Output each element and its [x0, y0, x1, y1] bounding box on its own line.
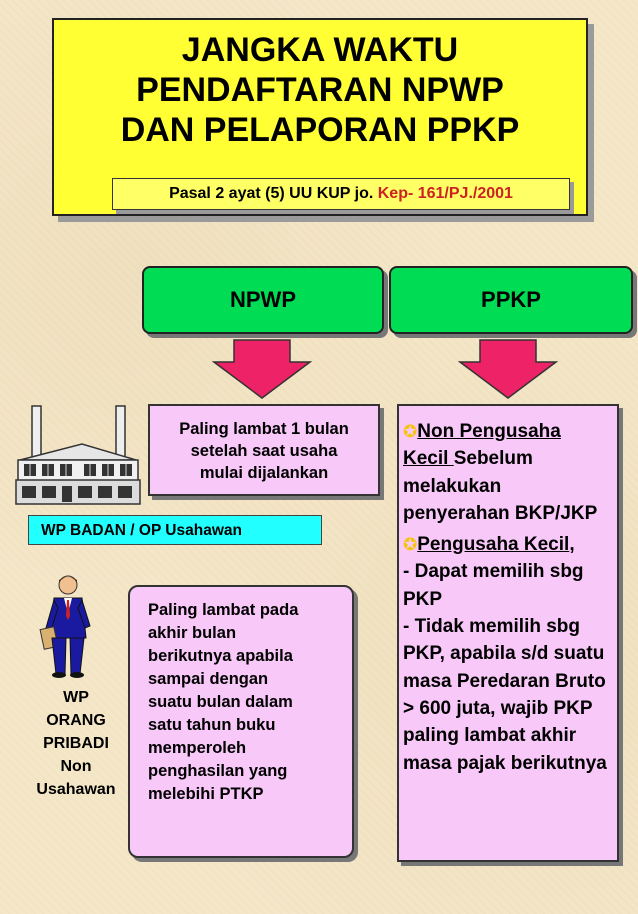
ppkp-item1-heading: Non Pengusaha Kecil [403, 421, 561, 470]
down-arrow-icon [212, 338, 312, 400]
wp-badan-label: WP BADAN / OP Usahawan [28, 515, 322, 545]
wp-orang-pribadi-label: WP ORANG PRIBADI Non Usahawan [36, 689, 116, 798]
title-panel [52, 18, 588, 216]
npwp-badan-deadline: Paling lambat 1 bulan setelah saat usaha mulai dijalankan [148, 404, 380, 496]
down-arrow-icon [458, 338, 558, 400]
legal-basis-text: Pasal 2 ayat (5) UU KUP jo. [169, 185, 378, 202]
legal-basis-bar [112, 178, 570, 210]
ppkp-deadline-panel [397, 404, 619, 862]
ppkp-item2-comma: , [569, 534, 575, 556]
ppkp-item-pengusaha-kecil [403, 531, 611, 777]
businessman-icon [38, 574, 98, 680]
ppkp-item2-line: - Dapat memilih sbg PKP [403, 561, 584, 610]
ppkp-header: PPKP [389, 266, 633, 334]
factory-icon [12, 402, 144, 508]
npwp-op-deadline: Paling lambat pada akhir bulan berikutnya apabila sampai dengan suatu bulan dalam satu tahun buku memperoleh penghasilan yang melebihi PTKP [128, 585, 354, 858]
ppkp-item2-line: - Tidak memilih sbg PKP, apabila s/d suatu masa Peredaran Bruto > 600 juta, wajib PKP paling lambat akhir masa pajak berikutnya [403, 616, 607, 774]
npwp-header: NPWP [142, 266, 384, 334]
ppkp-item2-heading: Pengusaha Kecil [417, 534, 570, 556]
ppkp-item1-text: Sebelum melakukan penyerahan BKP/JKP [403, 448, 598, 524]
decree-reference: Kep- 161/PJ./2001 [377, 185, 513, 202]
ppkp-item-non-pengusaha-kecil [403, 418, 611, 527]
star-bullet-icon: ✪ [403, 535, 418, 555]
page-title: JANGKA WAKTU PENDAFTARAN NPWP DAN PELAPORAN PPKP [120, 31, 520, 149]
star-bullet-icon: ✪ [403, 422, 418, 441]
